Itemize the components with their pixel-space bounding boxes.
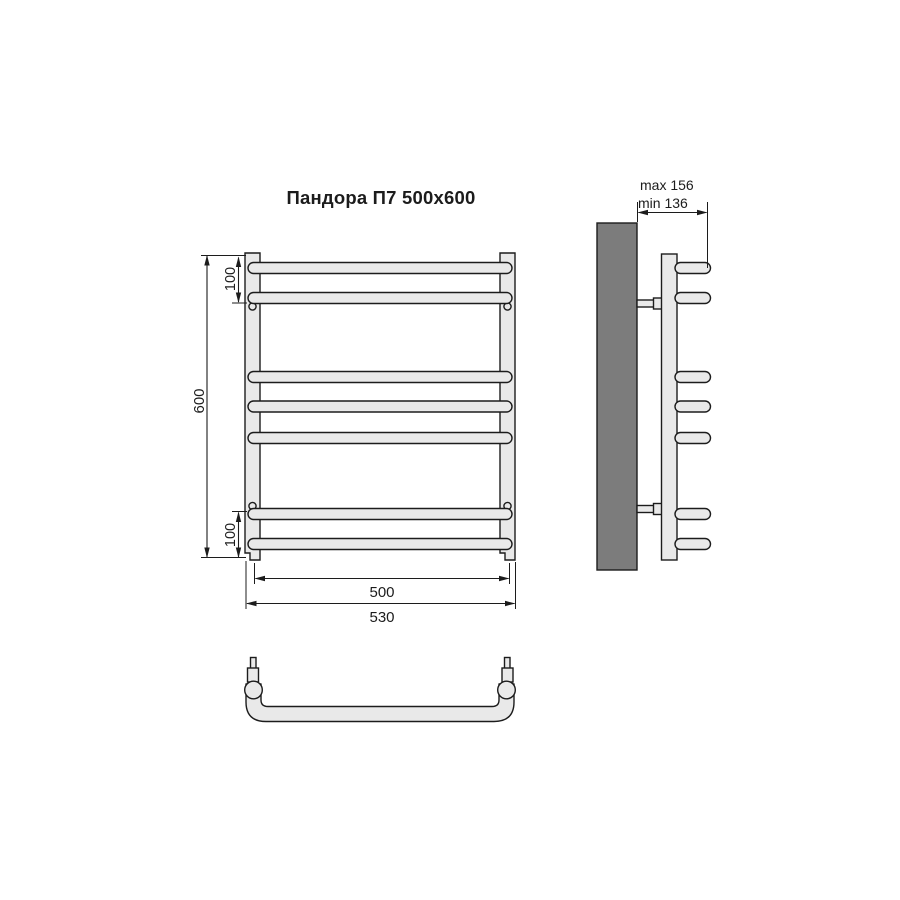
side-bracket-collar xyxy=(654,504,663,515)
side-bracket-pin xyxy=(637,506,654,513)
bottom-view xyxy=(245,658,516,722)
dim-top-spacing xyxy=(223,257,247,304)
dim-axis-width-label: 500 xyxy=(369,584,395,601)
bracket-pin xyxy=(251,658,257,669)
bracket-collar xyxy=(248,668,259,682)
dim-depth-max-label: max 156 xyxy=(640,177,694,193)
dim-top-spacing-label: 100 xyxy=(223,266,239,292)
bottom-bracket-right xyxy=(502,658,513,683)
front-rails xyxy=(248,263,512,550)
bracket-collar xyxy=(502,668,513,682)
side-rail-stubs xyxy=(675,263,711,550)
side-rail-stub xyxy=(675,509,711,520)
side-rail-stub xyxy=(675,539,711,550)
side-bracket-collar xyxy=(654,298,663,309)
side-rail-stub xyxy=(675,293,711,304)
dim-total-height-label: 600 xyxy=(191,388,208,414)
dim-overall-width-label: 530 xyxy=(369,609,395,626)
front-rail xyxy=(248,509,512,520)
side-rail-stub xyxy=(675,263,711,274)
front-rail xyxy=(248,372,512,383)
side-rail-stub xyxy=(675,401,711,412)
post-section-left xyxy=(245,681,263,699)
front-rail xyxy=(248,539,512,550)
front-rail xyxy=(248,401,512,412)
side-rail-stub xyxy=(675,433,711,444)
dim-bottom-spacing xyxy=(223,512,247,559)
front-rail xyxy=(248,293,512,304)
dim-total-height xyxy=(191,255,246,558)
dim-axis-width xyxy=(255,563,510,601)
front-rail xyxy=(248,433,512,444)
bottom-rail-tube xyxy=(246,684,514,722)
bracket-pin xyxy=(505,658,511,669)
side-rail-stub xyxy=(675,372,711,383)
front-view xyxy=(191,253,516,626)
front-rail xyxy=(248,263,512,274)
side-bracket-pin xyxy=(637,300,654,307)
side-view xyxy=(597,177,711,570)
wall xyxy=(597,223,637,570)
bottom-bracket-left xyxy=(248,658,259,683)
dim-depth-min-label: min 136 xyxy=(638,195,688,211)
drawing-title: Пандора П7 500x600 xyxy=(286,187,476,208)
post-section-right xyxy=(498,681,516,699)
side-brackets xyxy=(637,298,662,515)
dim-bottom-spacing-label: 100 xyxy=(223,522,239,548)
